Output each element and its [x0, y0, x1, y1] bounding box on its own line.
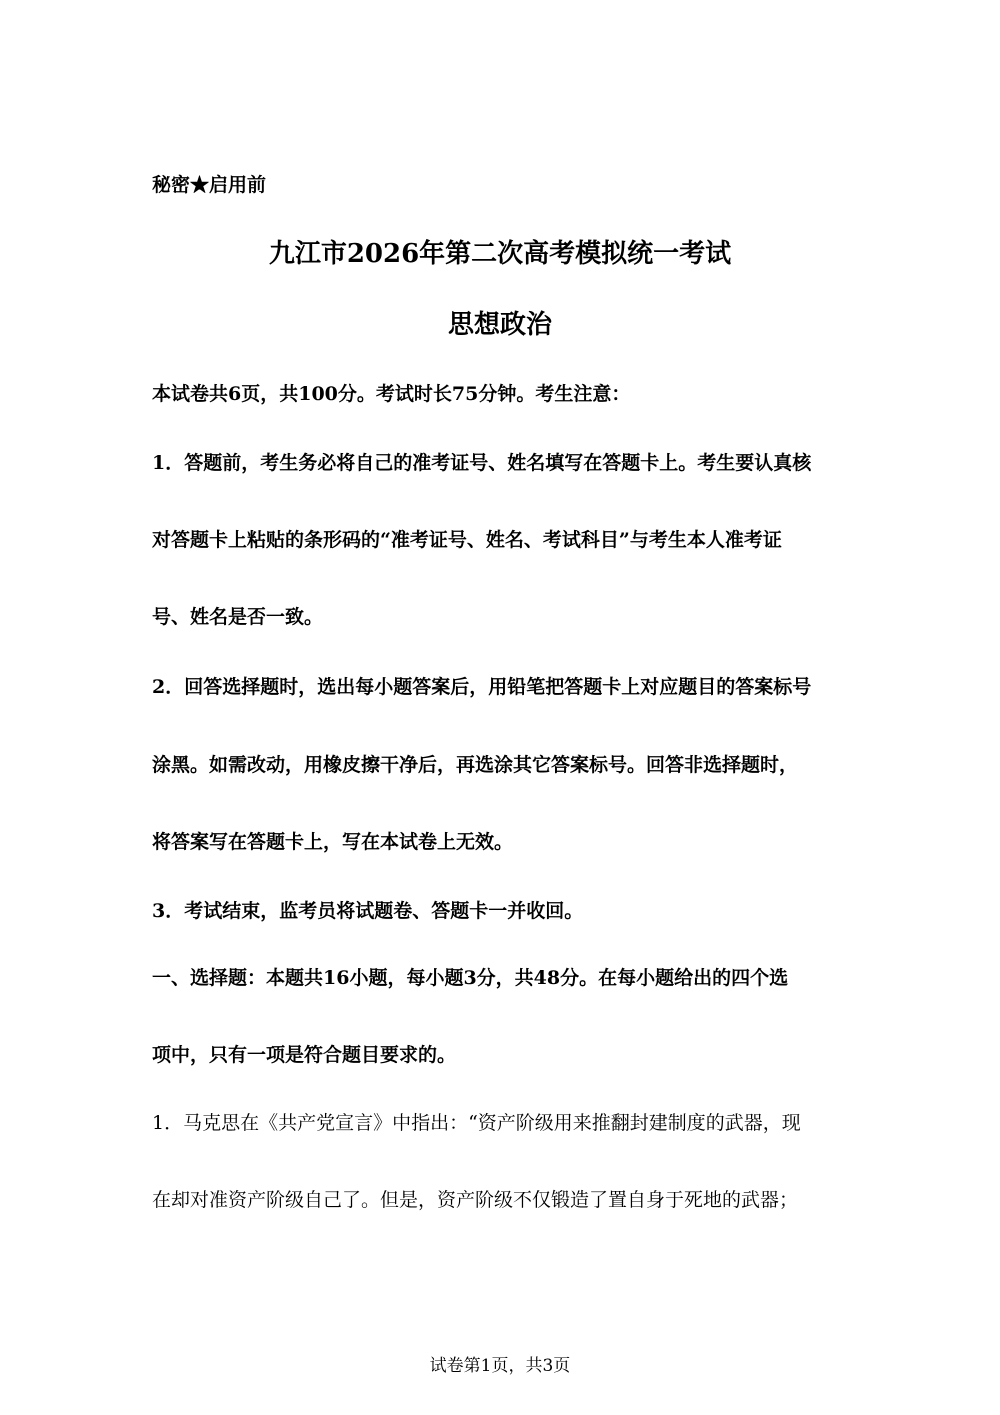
section-1-heading-line-1: 一、选择题：本题共16小题，每小题3分，共48分。在每小题给出的四个选	[152, 967, 789, 989]
instruction-item-2-line-2: 涂黑。如需改动，用橡皮擦干净后，再选涂其它答案标号。回答非选择题时，	[152, 754, 799, 776]
instruction-item-1-line-3: 号、姓名是否一致。	[152, 606, 324, 628]
question-1-line-1: 1．马克思在《共产党宣言》中指出：“资产阶级用来推翻封建制度的武器，现	[152, 1112, 801, 1134]
section-1-heading-line-2: 项中，只有一项是符合题目要求的。	[152, 1044, 457, 1066]
instruction-item-1-line-2: 对答题卡上粘贴的条形码的“准考证号、姓名、考试科目”与考生本人准考证	[152, 529, 782, 551]
question-1-line-2: 在却对准资产阶级自己了。但是，资产阶级不仅锻造了置自身于死地的武器；	[152, 1189, 799, 1211]
confidential-label: 秘密★启用前	[152, 174, 267, 196]
exam-title: 九江市2026年第二次高考模拟统一考试	[268, 239, 732, 269]
instruction-item-1-line-1: 1．答题前，考生务必将自己的准考证号、姓名填写在答题卡上。考生要认真核	[152, 452, 812, 474]
instruction-item-2-line-1: 2．回答选择题时，选出每小题答案后，用铅笔把答题卡上对应题目的答案标号	[152, 676, 812, 698]
subject-title: 思想政治	[447, 310, 552, 340]
page-footer: 试卷第1页，共3页	[429, 1356, 571, 1376]
instruction-item-2-line-3: 将答案写在答题卡上，写在本试卷上无效。	[152, 831, 514, 853]
instruction-item-3-line-1: 3．考试结束，监考员将试题卷、答题卡一并收回。	[152, 900, 584, 922]
instructions-intro: 本试卷共6页，共100分。考试时长75分钟。考生注意：	[152, 383, 631, 405]
